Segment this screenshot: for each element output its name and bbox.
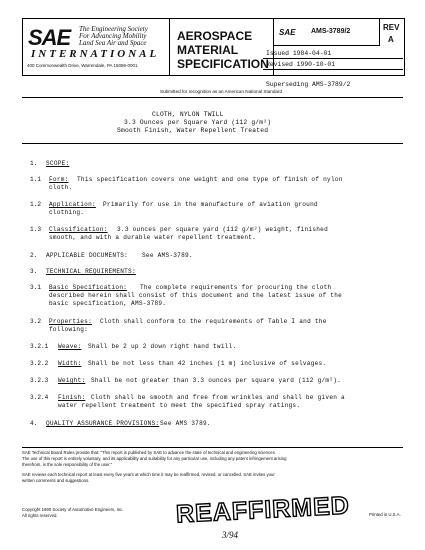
section-text: Cloth shall conform to the requirements of Table I and the <box>100 318 327 325</box>
reaffirmed-stamp: REAFFIRMED <box>175 491 351 529</box>
section-title: QUALITY ASSURANCE PROVISIONS: <box>46 420 160 427</box>
section-num: 3.2.4 <box>30 394 49 401</box>
section-text: This specification covers one weight and one type of finish of nylon <box>77 176 343 183</box>
section-title: Finish: <box>58 394 86 401</box>
section-title: Basic Specification: <box>49 284 128 291</box>
section-num: 1.1 <box>30 176 41 183</box>
logo-tagline-1: The Engineering Society <box>79 25 148 33</box>
footer-rules-line-1: SAE Technical Board Rules provide that: "This report is published by SAE to advance the state of technical and engineering sciences. <box>22 450 276 455</box>
section-text: smooth, and with a durable water repellent treatment. <box>49 234 257 241</box>
section-title: Classification: <box>49 226 108 233</box>
section-title: SCOPE: <box>46 160 70 167</box>
sae-small-mark: SAE <box>279 28 296 37</box>
copyright-line-1: Copyright 1990 Society of Automotive Engineers, Inc. <box>22 507 124 512</box>
supersedes: Superseding AMS-3789/2 <box>266 81 351 88</box>
spec-title-line-3: SPECIFICATION <box>177 57 269 71</box>
meta-underline-1 <box>263 58 403 59</box>
sae-logo <box>23 19 170 75</box>
section-num: 3.2.1 <box>30 343 49 350</box>
section-num: 1.3 <box>30 226 41 233</box>
logo-tagline-2: For Advancing Mobility <box>79 32 147 40</box>
section-text: 3.3 ounces per square yard (112 g/m²) weight, finished <box>117 226 328 233</box>
section-num: 1. <box>30 160 38 167</box>
rev-value: A <box>388 35 394 44</box>
section-title: Properties: <box>49 318 92 325</box>
section-text: cloth. <box>49 184 73 191</box>
subject-line-2: 3.3 Ounces per Square Yard (112 g/m²) <box>124 119 272 126</box>
footer-review-line-2: written comments and suggestions. <box>22 478 90 483</box>
section-text: See AMS 3789. <box>160 420 211 427</box>
printed-in: Printed in U.S.A. <box>369 512 401 517</box>
footer-rules-line-2: The use of this report is entirely voluntary, and its applicability and suitability for any particular use, including any patent infringement arising <box>22 456 287 461</box>
rev-label: REV <box>383 23 400 32</box>
section-title: Weave: <box>58 343 82 350</box>
section-num: 3. <box>30 268 38 275</box>
doc-number-block <box>273 19 380 46</box>
section-num: 3.2 <box>30 318 41 325</box>
header-divider <box>22 97 403 98</box>
footer-divider <box>22 447 403 448</box>
section-text: water repellent treatment to meet the specified spray ratings. <box>58 402 301 409</box>
section-title: Form: <box>49 176 69 183</box>
footer-review-line-1: SAE reviews each technical report at least every five years at which time it may be reaffirmed, revised, or cancelled. SAE invites your <box>22 472 275 477</box>
section-title: Width: <box>58 360 82 367</box>
logo-international: INTERNATIONAL <box>31 48 160 60</box>
ans-note: Submitted for recognition as an American National Standard <box>160 89 283 94</box>
sae-wordmark: SAE <box>28 25 71 50</box>
section-text: clothing. <box>49 209 85 216</box>
stamp-initials: 3/94 <box>222 530 239 540</box>
section-text: Primarily for use in the manufacture of aviation ground <box>103 201 318 208</box>
section-text: The complete requirements for procuring the cloth <box>140 284 332 291</box>
revised-date: Revised 1990-10-01 <box>266 61 336 68</box>
spec-title-line-1: AEROSPACE <box>177 29 253 43</box>
section-title: TECHNICAL REQUIREMENTS: <box>46 268 136 275</box>
footer-rules-line-3: therefrom, is the sole responsibility of the user." <box>22 462 113 467</box>
section-num: 3.2.3 <box>30 377 49 384</box>
section-text: basic specification, AMS-3789. <box>49 300 167 307</box>
doc-number: AMS-3789/2 <box>311 28 351 35</box>
subject-line-3: Smooth Finish, Water Repellent Treated <box>117 127 269 134</box>
copyright-line-2: All rights reserved. <box>22 513 58 518</box>
section-num: 1.2 <box>30 201 41 208</box>
meta-underline-2 <box>263 69 403 70</box>
revision-block <box>379 19 404 75</box>
section-num: 2. <box>30 252 38 259</box>
section-num: 3.2.2 <box>30 360 49 367</box>
spec-title-line-2: MATERIAL <box>177 43 239 57</box>
section-title: APPLICABLE DOCUMENTS: <box>46 252 129 259</box>
subject-divider <box>22 143 403 144</box>
section-text: Shall be not less than 42 inches (1 m) inclusive of selvages. <box>88 360 327 367</box>
section-text: following: <box>49 326 89 333</box>
section-text: See AMS-3789. <box>142 252 193 259</box>
section-text: Shall be 2 up 2 down right hand twill. <box>88 343 237 350</box>
header-block <box>22 18 405 76</box>
spec-title-block <box>169 19 274 75</box>
logo-tagline-3: Land Sea Air and Space <box>79 39 147 47</box>
section-title: Application: <box>49 201 96 208</box>
section-title: Weight: <box>58 377 86 384</box>
logo-address: 400 Commonwealth Drive, Warrendale, PA 15096-0001 <box>27 63 138 68</box>
section-text: Shall be not greater than 3.3 ounces per square yard (112 g/m²). <box>91 377 342 384</box>
issued-date: Issued 1984-04-01 <box>266 50 332 57</box>
subject-line-1: CLOTH, NYLON TWILL <box>152 111 224 118</box>
section-num: 4. <box>30 420 38 427</box>
section-text: described herein shall consist of this document and the latest issue of the <box>49 292 343 299</box>
section-num: 3.1 <box>30 284 41 291</box>
section-text: Cloth shall be smooth and free from wrinkles and shall be given a <box>91 394 345 401</box>
